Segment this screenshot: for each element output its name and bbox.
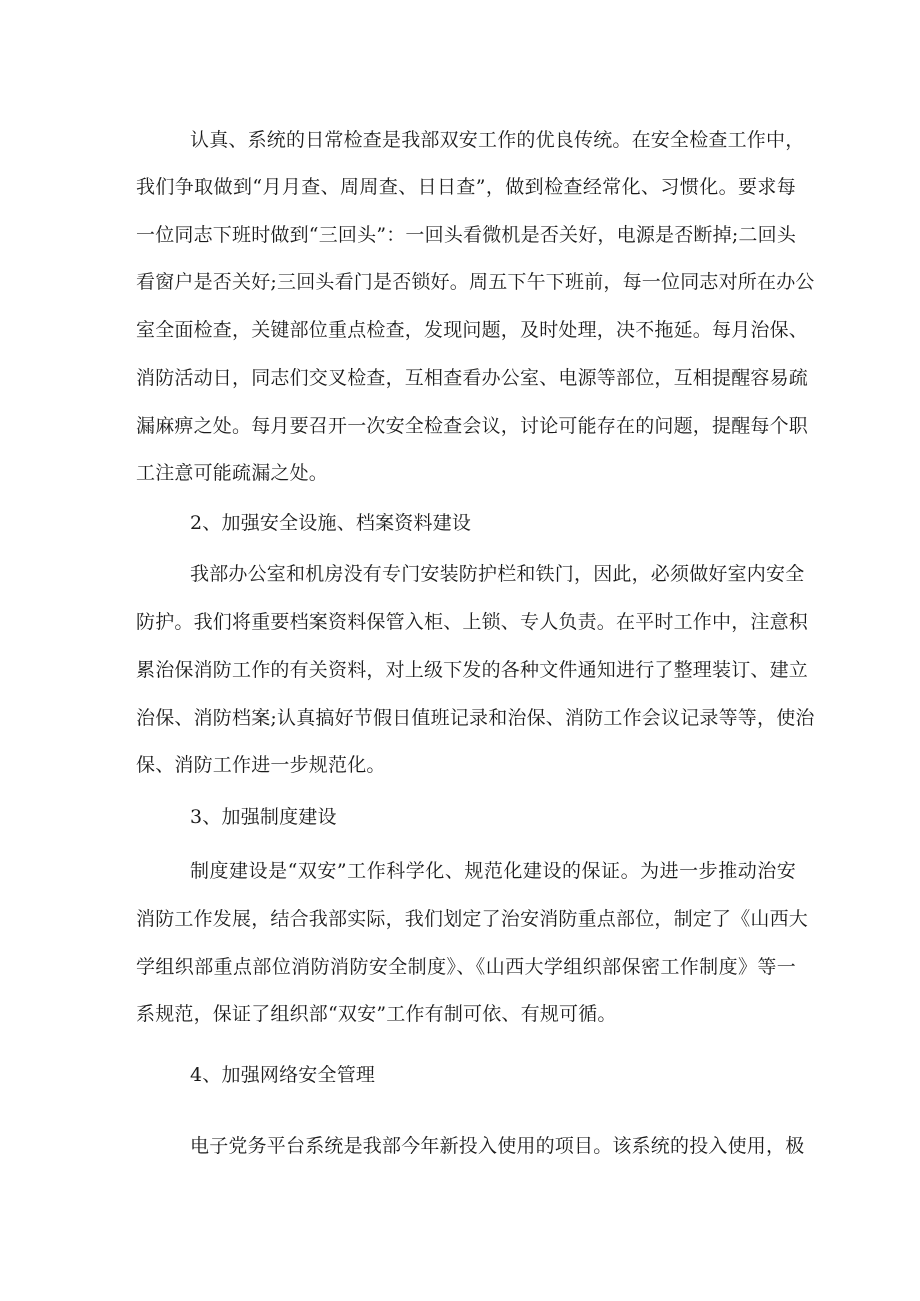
paragraph-1-line-8: 工注意可能疏漏之处。 bbox=[136, 462, 329, 484]
paragraph-3-line-4: 系规范，保证了组织部“双安”工作有制可依、有规可循。 bbox=[136, 1003, 617, 1025]
section-heading-2: 2、加强安全设施、档案资料建设 bbox=[190, 512, 472, 534]
paragraph-1-line-4: 看窗户是否关好;三回头看门是否锁好。周五下午下班前，每一位同志对所在办公 bbox=[136, 271, 815, 293]
section-heading-3: 3、加强制度建设 bbox=[190, 806, 337, 828]
paragraph-4-line-1: 电子党务平台系统是我部今年新投入使用的项目。该系统的投入使用，极 bbox=[190, 1135, 805, 1157]
paragraph-2-line-5: 保、消防工作进一步规范化。 bbox=[136, 754, 386, 776]
paragraph-2-line-3: 累治保消防工作的有关资料，对上级下发的各种文件通知进行了整理装订、建立 bbox=[136, 659, 809, 681]
paragraph-3-line-3: 学组织部重点部位消防消防安全制度》、《山西大学组织部保密工作制度》等一 bbox=[136, 956, 796, 978]
paragraph-1-line-2: 我们争取做到“月月查、周周查、日日查”，做到检查经常化、习惯化。要求每 bbox=[136, 176, 796, 198]
paragraph-1-line-3: 一位同志下班时做到“三回头”：一回头看微机是否关好，电源是否断掉;二回头 bbox=[136, 224, 797, 246]
paragraph-3-line-1: 制度建设是“双安”工作科学化、规范化建设的保证。为进一步推动治安 bbox=[190, 860, 796, 882]
paragraph-2-line-2: 防护。我们将重要档案资料保管入柜、上锁、专人负责。在平时工作中，注意积 bbox=[136, 611, 809, 633]
section-heading-4: 4、加强网络安全管理 bbox=[190, 1064, 376, 1086]
paragraph-1-line-1: 认真、系统的日常检查是我部双安工作的优良传统。在安全检查工作中， bbox=[190, 129, 805, 151]
paragraph-2-line-1: 我部办公室和机房没有专门安装防护栏和铁门，因此，必须做好室内安全 bbox=[190, 563, 805, 585]
paragraph-3-line-2: 消防工作发展，结合我部实际，我们划定了治安消防重点部位，制定了《山西大 bbox=[136, 908, 809, 930]
paragraph-1-line-7: 漏麻痹之处。每月要召开一次安全检查会议，讨论可能存在的问题，提醒每个职 bbox=[136, 415, 809, 437]
paragraph-2-line-4: 治保、消防档案;认真搞好节假日值班记录和治保、消防工作会议记录等等，使治 bbox=[136, 707, 815, 729]
paragraph-1-line-5: 室全面检查，关键部位重点检查，发现问题，及时处理，决不拖延。每月治保、 bbox=[136, 319, 809, 341]
paragraph-1-line-6: 消防活动日，同志们交叉检查，互相查看办公室、电源等部位，互相提醒容易疏 bbox=[136, 367, 809, 389]
